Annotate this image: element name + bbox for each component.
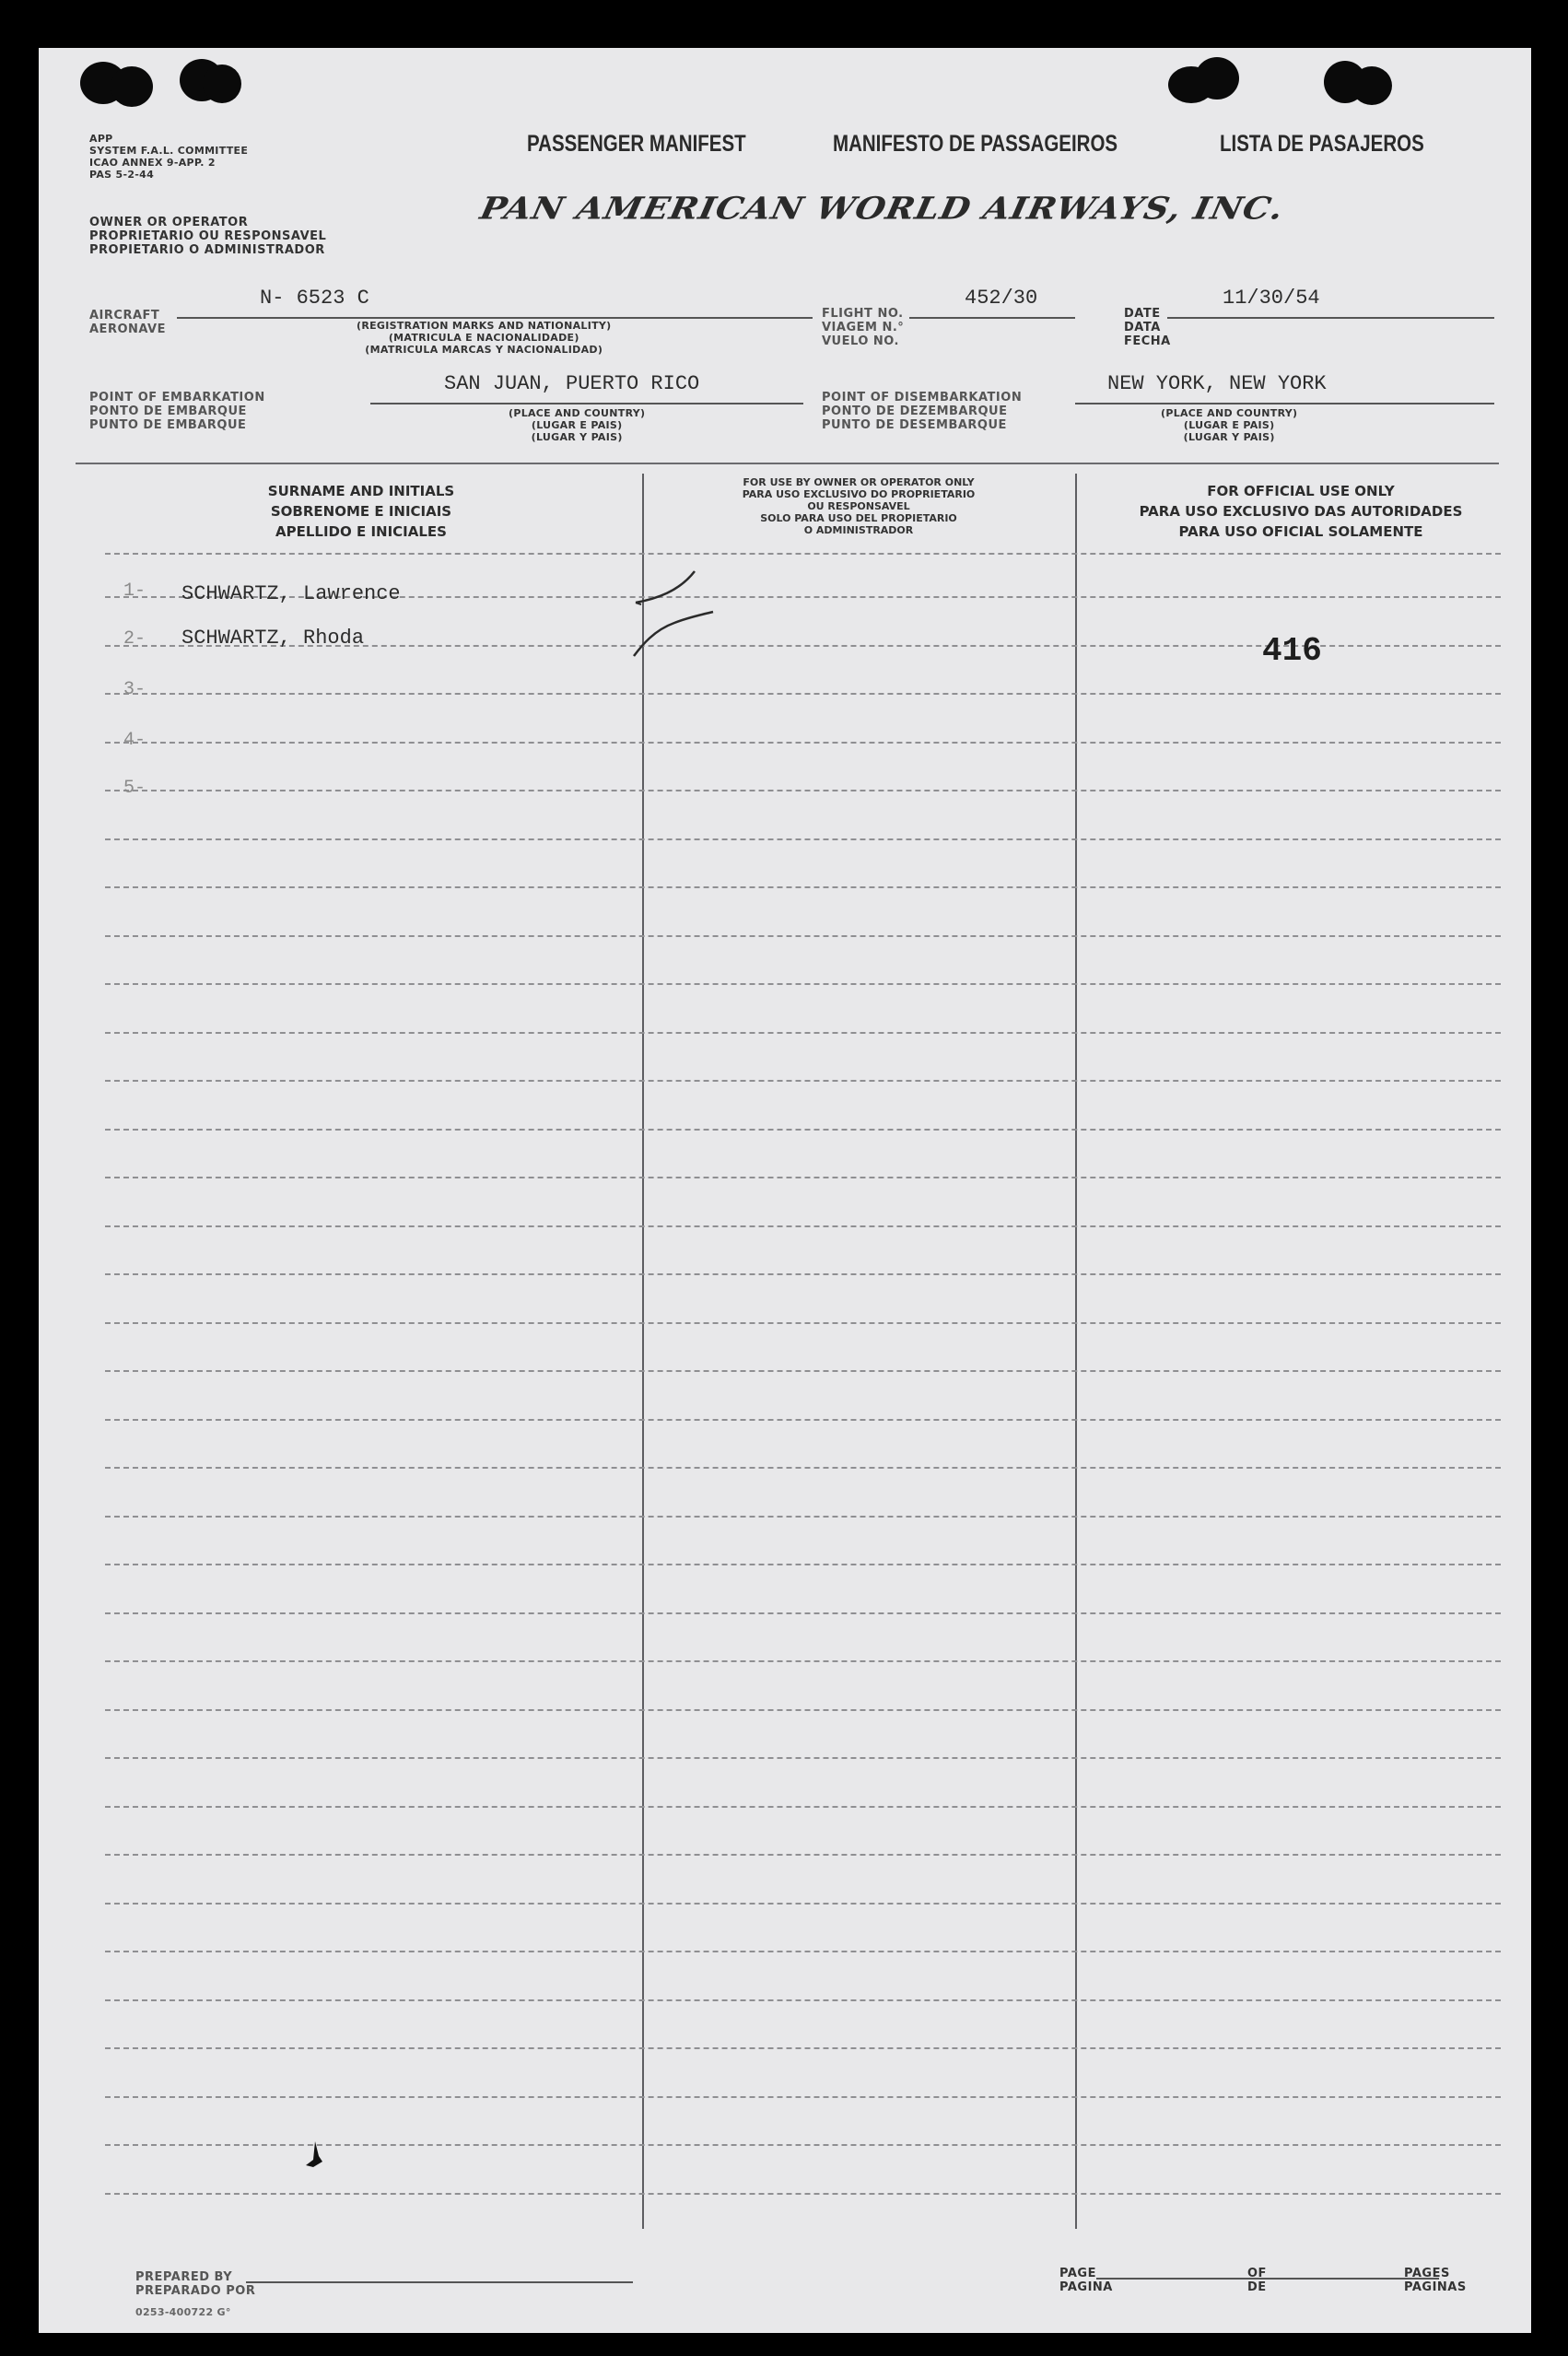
ruled-line: [105, 1951, 1501, 1952]
ruled-line: [105, 1129, 1501, 1131]
pages-label: PAGES PAGINAS: [1404, 2267, 1467, 2294]
ruled-line: [105, 1999, 1501, 2001]
ruled-line: [105, 1660, 1501, 1662]
ruled-line: [105, 1854, 1501, 1856]
manifest-form: [39, 48, 1531, 2333]
ruled-line: [105, 935, 1501, 937]
punch-hole: [203, 64, 241, 103]
ruled-line: [105, 886, 1501, 888]
ruled-line: [105, 693, 1501, 695]
row-number: 1-: [123, 580, 146, 602]
approval-line: APP: [89, 133, 113, 145]
column-divider: [642, 474, 644, 2229]
of-label: OF DE: [1247, 2267, 1267, 2294]
ruled-line: [105, 553, 1501, 555]
ruled-line: [105, 1225, 1501, 1227]
company-name: PAN AMERICAN WORLD AIRWAYS, INC.: [476, 190, 1288, 227]
ruled-line: [105, 790, 1501, 791]
table-top-rule: [76, 463, 1499, 464]
punch-hole: [1352, 66, 1392, 105]
ruled-line: [105, 1370, 1501, 1372]
ruled-line: [105, 1806, 1501, 1808]
flight-value: 452/30: [965, 287, 1038, 310]
ruled-line: [105, 838, 1501, 840]
check-mark-icon: [636, 571, 695, 603]
ruled-line: [105, 1564, 1501, 1565]
embarkation-label: POINT OF EMBARKATION PONTO DE EMBARQUE PUNTO DE EMBARQUE: [89, 391, 265, 432]
ruled-line: [105, 1516, 1501, 1518]
ruled-line: [105, 1419, 1501, 1421]
row-number: 5-: [123, 778, 146, 799]
ruled-line: [105, 983, 1501, 985]
passenger-name: SCHWARTZ, Lawrence: [181, 582, 401, 605]
punch-hole: [1195, 57, 1239, 100]
page-label: PAGE PAGINA: [1059, 2267, 1113, 2294]
check-marks: [628, 564, 739, 674]
owner-label: OWNER OR OPERATOR PROPRIETARIO OU RESPONSAVEL PROPIETARIO O ADMINISTRADOR: [89, 216, 327, 257]
ruled-line: [105, 1709, 1501, 1711]
date-label: DATE DATA FECHA: [1124, 307, 1171, 348]
official-use-column-header: FOR OFFICIAL USE ONLY PARA USO EXCLUSIVO DAS AUTORIDADES PARA USO OFICIAL SOLAMENTE: [1139, 483, 1463, 540]
column-divider: [1075, 474, 1077, 2229]
disembarkation-caption: (PLACE AND COUNTRY) (LUGAR E PAIS) (LUGAR Y PAIS): [1161, 407, 1298, 443]
aircraft-label: AIRCRAFT AERONAVE: [89, 309, 167, 336]
flight-label: FLIGHT NO. VIAGEM N.° VUELO NO.: [822, 307, 905, 348]
ruled-line: [105, 1612, 1501, 1614]
approval-line: PAS 5-2-44: [89, 169, 155, 181]
row-number: 2-: [123, 628, 146, 650]
row-number: 4-: [123, 730, 146, 751]
date-underline: [1167, 317, 1494, 319]
owner-use-column-header: FOR USE BY OWNER OR OPERATOR ONLY PARA USO EXCLUSIVO DO PROPRIETARIO OU RESPONSAVEL SOLO PARA USO DEL PROPIETARIO O ADMINISTRADOR: [742, 476, 976, 536]
ruled-line: [105, 2096, 1501, 2098]
ruled-line: [105, 2193, 1501, 2195]
disembarkation-value: NEW YORK, NEW YORK: [1107, 372, 1327, 395]
passenger-name: SCHWARTZ, Rhoda: [181, 627, 365, 650]
ruled-line: [105, 742, 1501, 744]
approval-line: SYSTEM F.A.L. COMMITTEE: [89, 145, 249, 157]
ruled-line: [105, 1322, 1501, 1324]
ruled-line: [105, 2047, 1501, 2049]
punch-hole: [111, 66, 153, 107]
prepared-by-label: PREPARED BY PREPARADO POR: [135, 2270, 256, 2298]
ruled-line: [105, 1273, 1501, 1275]
aircraft-underline: [177, 317, 813, 319]
date-value: 11/30/54: [1223, 287, 1320, 310]
embarkation-underline: [370, 403, 803, 404]
approval-block: [89, 133, 248, 181]
official-number: 416: [1262, 632, 1322, 670]
embarkation-value: SAN JUAN, PUERTO RICO: [444, 372, 700, 395]
title-es: LISTA DE PASAJEROS: [1220, 131, 1424, 157]
embarkation-caption: (PLACE AND COUNTRY) (LUGAR E PAIS) (LUGAR Y PAIS): [509, 407, 646, 443]
check-mark-icon: [634, 612, 713, 656]
prepared-by-underline: [246, 2281, 633, 2283]
ruled-line: [105, 1757, 1501, 1759]
ruled-line: [105, 1032, 1501, 1034]
ruled-line: [105, 1467, 1501, 1469]
surname-column-header: SURNAME AND INITIALS SOBRENOME E INICIAIS APELLIDO E INICIALES: [267, 483, 455, 540]
aircraft-value: N- 6523 C: [260, 287, 369, 310]
row-number: 3-: [123, 679, 146, 700]
registration-caption: (REGISTRATION MARKS AND NATIONALITY) (MATRICULA E NACIONALIDADE) (MATRICULA MARCAS Y NACIONALIDAD): [357, 320, 612, 356]
ink-mark: [297, 2138, 333, 2174]
ruled-line: [105, 1903, 1501, 1905]
title-pt: MANIFESTO DE PASSAGEIROS: [833, 131, 1118, 157]
form-number: 0253-400722 G°: [135, 2306, 231, 2318]
ruled-line: [105, 1080, 1501, 1082]
title-en: PASSENGER MANIFEST: [527, 131, 746, 157]
disembarkation-underline: [1075, 403, 1494, 404]
approval-line: ICAO ANNEX 9-APP. 2: [89, 157, 216, 169]
flight-underline: [909, 317, 1075, 319]
disembarkation-label: POINT OF DISEMBARKATION PONTO DE DEZEMBARQUE PUNTO DE DESEMBARQUE: [822, 391, 1023, 432]
ruled-line: [105, 1177, 1501, 1178]
